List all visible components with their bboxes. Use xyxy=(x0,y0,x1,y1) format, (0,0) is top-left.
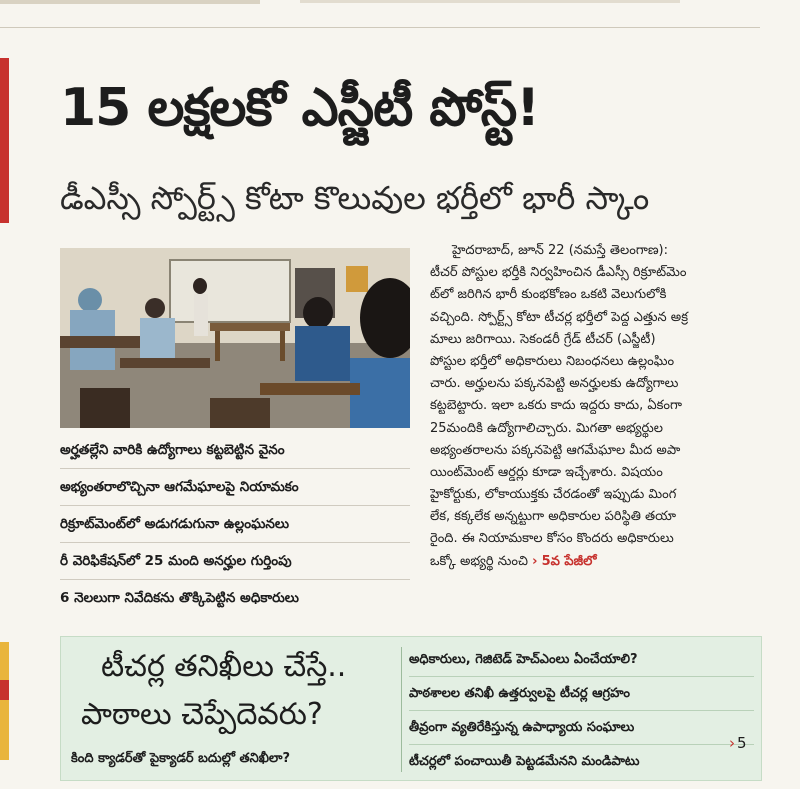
article-line: పోస్టుల భర్తీలో అధికారులు నిబంధనలు ఉల్లంఘిం xyxy=(430,353,675,369)
top-rule xyxy=(0,27,760,28)
continued-arrow-icon: › xyxy=(532,553,538,569)
article-line: వచ్చింది. స్పోర్ట్స్ కోటా టీచర్ల భర్తీలో పెద్ద ఎత్తున అక్ర xyxy=(430,309,688,325)
box-subheadline: కింది క్యాడర్‌తో పైక్యాడర్ బదుల్లో తనిఖీలా? xyxy=(71,751,291,766)
article-line: యింట్‌మెంట్ ఆర్డర్లు కూడా ఇచ్చేశారు. విషయం xyxy=(430,464,663,480)
article-last-line xyxy=(430,551,760,573)
highlight-item: అభ్యంతరాలొచ్చినా ఆగమేఘాలపై నియామకం xyxy=(60,469,410,506)
highlight-item: 6 నెలలుగా నివేదికను తొక్కిపెట్టిన అధికారులు xyxy=(60,590,299,606)
previous-section-strip xyxy=(0,0,800,8)
box-point: పాఠశాలల తనిఖీ ఉత్తర్వులపై టీచర్ల ఆగ్రహం xyxy=(409,677,754,711)
highlight-item: రిక్రూట్‌మెంట్‌లో అడుగడుగునా ఉల్లంఘనలు xyxy=(60,506,410,543)
adjacent-ad-edge xyxy=(0,642,9,760)
article-dateline: హైదరాబాద్, జూన్ 22 (నమస్తే తెలంగాణ): xyxy=(452,243,669,258)
box-points xyxy=(409,643,754,778)
adjacent-ad-edge-red xyxy=(0,680,9,700)
subheadline: డీఎస్సీ స్పోర్ట్స్ కోటా కొలువుల భర్తీలో భారీ స్కాం xyxy=(60,179,650,217)
page-ref-link[interactable] xyxy=(729,733,747,753)
article-line: ట్‌లో జరిగిన భారీ కుంభకోణం ఒకటి వెలుగులోకి xyxy=(430,287,667,303)
related-story-box xyxy=(60,636,762,781)
box-point: తీవ్రంగా వ్యతిరేకిస్తున్న ఉపాధ్యాయ సంఘాలు xyxy=(409,711,754,745)
article-line: మాలు జరిగాయి. సెకండరీ గ్రేడ్ టీచర్ (ఎస్జీటీ) xyxy=(430,331,656,347)
headline: 15 లక్షలకో ఎస్జీటీ పోస్ట్! xyxy=(60,78,539,138)
classroom-photo xyxy=(60,248,410,428)
page-ref-number: 5 xyxy=(737,734,747,752)
article-line: కట్టబెట్టారు. ఇలా ఒకరు కాదు ఇద్దరు కాదు, ఏకంగా xyxy=(430,398,682,414)
highlights-list xyxy=(60,432,410,616)
article-line: టీచర్ పోస్టుల భర్తీకి నిర్వహించిన డీఎస్సీ రిక్రూట్‌మెం xyxy=(430,265,687,281)
chevron-right-icon: › xyxy=(729,734,735,752)
box-headline-line1: టీచర్ల తనిఖీలు చేస్తే.. xyxy=(101,649,347,684)
article-line: రైంది. ఈ నియామకాల కోసం కొందరు అధికారులు xyxy=(430,531,674,547)
highlight-item: రీ వెరిఫికేషన్‌లో 25 మంది అనర్హుల గుర్తింపు xyxy=(60,543,410,580)
box-divider xyxy=(401,647,402,772)
box-headline-line2: పాఠాలు చెప్పేదెవరు? xyxy=(81,697,323,732)
highlight-item: అర్హతల్లేని వారికి ఉద్యోగాలు కట్టబెట్టిన వైనం xyxy=(60,432,410,469)
adjacent-column-edge xyxy=(0,58,9,223)
article-line: అభ్యంతరాలను పక్కనపెట్టి ఆగమేఘాల మీద అపా xyxy=(430,442,681,458)
article-line: 25మందికి ఉద్యోగాలిచ్చారు. మిగతా అభ్యర్థుల xyxy=(430,420,663,436)
box-point: అధికారులు, గెజిటెడ్ హెచ్‌ఎంలు ఏంచేయాలి? xyxy=(409,643,754,677)
article-line-end: ఒక్కో అభ్యర్థి నుంచి xyxy=(430,553,528,569)
article-line: లేక, కక్కలేక అన్నట్టుగా అధికారుల పరిస్థితి తయా xyxy=(430,509,677,525)
article-line: హైకోర్టుకు, లోకాయుక్తకు చేరడంతో ఇప్పుడు మింగ xyxy=(430,487,677,503)
box-point: టీచర్లలో పంచాయితీ పెట్టడమేనని మండిపాటు xyxy=(409,754,640,769)
article-line: చారు. అర్హులను పక్కనపెట్టి అనర్హులకు ఉద్యోగాలు xyxy=(430,376,679,392)
continued-on-page-link[interactable]: 5వ పేజీలో xyxy=(541,553,597,569)
article-body xyxy=(430,240,760,573)
